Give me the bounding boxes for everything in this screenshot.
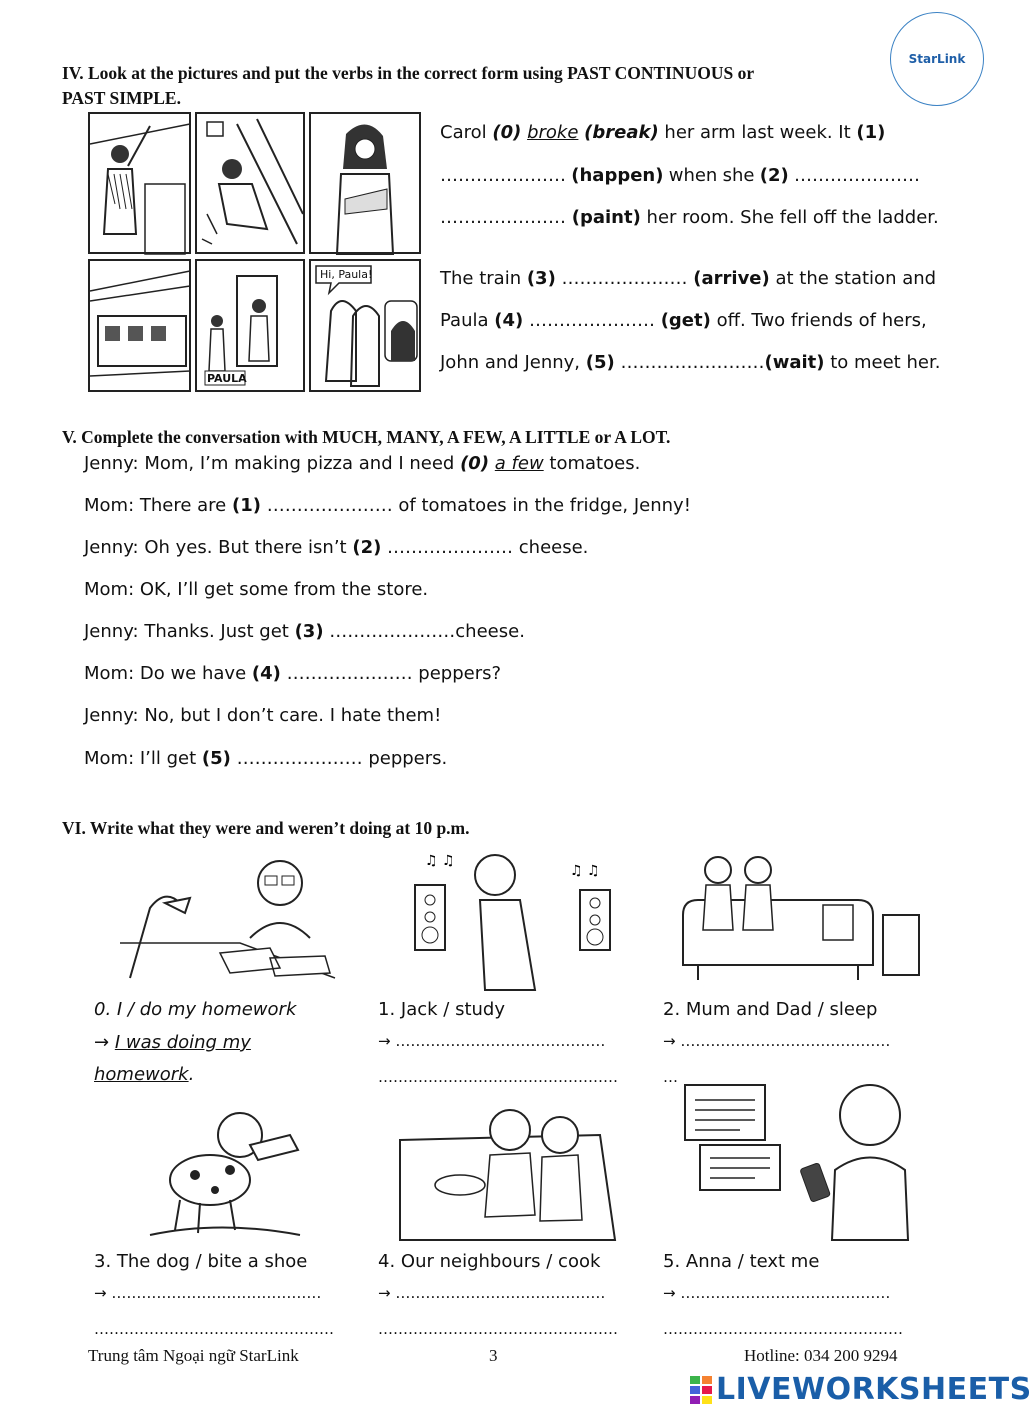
footer-page-number: 3 <box>489 1346 498 1365</box>
illustration-homework <box>120 848 340 988</box>
blank-v5[interactable]: ………………… peppers. <box>230 748 448 769</box>
comic-panel-sling <box>309 112 421 254</box>
blank-v3[interactable]: …………………cheese. <box>323 621 525 642</box>
comic-panel-falling <box>195 112 305 254</box>
illustration-sofa <box>678 850 920 985</box>
comic-panel-painting <box>88 112 191 254</box>
blank-2a[interactable]: ………………… <box>793 165 920 186</box>
illustration-texting <box>680 1070 920 1240</box>
paula-bag-label: PAULA <box>207 372 247 385</box>
item-5-answer-line1[interactable]: → …………………………………… <box>663 1284 891 1302</box>
item-3-answer-line1[interactable]: → …………………………………… <box>94 1284 322 1302</box>
blank-1[interactable]: ………………… <box>440 165 566 186</box>
comic-panel-friends <box>309 259 421 392</box>
blank-5[interactable]: …………………… <box>614 352 765 373</box>
blank-v2[interactable]: ………………… cheese. <box>381 537 589 558</box>
item-0-answer-line2: homework. <box>94 1064 195 1085</box>
item-2-answer-line1[interactable]: → …………………………………… <box>663 1032 891 1050</box>
dialogue-line-3: Mom: OK, I’ll get some from the store. <box>84 579 429 600</box>
item-1-answer-line2[interactable]: ………………………………………… <box>378 1068 618 1086</box>
p1-line3: ………………… (paint) her room. She fell off the ladder. <box>440 207 939 228</box>
item-1-prompt: 1. Jack / study <box>378 999 505 1020</box>
item-3-prompt: 3. The dog / bite a shoe <box>94 1251 308 1272</box>
item-1-answer-line1[interactable]: → …………………………………… <box>378 1032 606 1050</box>
blank-v1[interactable]: ………………… of tomatoes in the fridge, Jenny! <box>260 495 691 516</box>
illustration-cooking <box>400 1095 615 1240</box>
svg-text:♫ ♫: ♫ ♫ <box>425 853 455 869</box>
p1-line1: Carol (0) broke (break) her arm last week. It (1) <box>440 122 886 143</box>
item-0-prompt: 0. I / do my homework <box>94 999 297 1020</box>
example-answer-a-few: a few <box>494 453 544 474</box>
illustration-dog <box>140 1095 305 1240</box>
item-4-answer-line2[interactable]: ………………………………………… <box>378 1320 618 1338</box>
example-answer-broke: broke <box>527 122 579 143</box>
logo-text: StarLink <box>908 52 966 66</box>
dialogue-line-4: Jenny: Thanks. Just get (3) …………………cheese. <box>84 621 525 642</box>
section6-heading: VI. Write what they were and weren’t doing at 10 p.m. <box>62 818 470 838</box>
p2-line1: The train (3) ………………… (arrive) at the station and <box>440 268 937 289</box>
starlink-logo <box>890 12 984 106</box>
dialogue-line-6: Jenny: No, but I don’t care. I hate them! <box>84 705 442 726</box>
svg-text:♫ ♫: ♫ ♫ <box>570 863 600 879</box>
liveworksheets-watermark <box>690 1372 1032 1407</box>
section5-heading: V. Complete the conversation with MUCH, MANY, A FEW, A LITTLE or A LOT. <box>62 427 671 447</box>
dialogue-line-5: Mom: Do we have (4) ………………… peppers? <box>84 663 502 684</box>
section4-heading-line2: PAST SIMPLE. <box>62 88 181 108</box>
blank-v4[interactable]: ………………… peppers? <box>280 663 502 684</box>
item-4-answer-line1[interactable]: → …………………………………… <box>378 1284 606 1302</box>
illustration-music <box>410 845 620 990</box>
dialogue-line-0: Jenny: Mom, I’m making pizza and I need (0) a few tomatoes. <box>84 453 641 474</box>
section4-heading-line1: IV. Look at the pictures and put the verbs in the correct form using PAST CONTINUOUS or <box>62 63 755 83</box>
blank-4[interactable]: ………………… <box>523 310 661 331</box>
comic-panel-paula <box>195 259 305 392</box>
p1-line2: ………………… (happen) when she (2) ………………… <box>440 165 920 186</box>
blank-3[interactable]: ………………… <box>555 268 694 289</box>
item-0-answer-line1: → I was doing my <box>94 1032 251 1053</box>
item-2-answer-line2[interactable]: … <box>663 1068 678 1086</box>
p2-line3: John and Jenny, (5) ……………………(wait) to meet her. <box>440 352 941 373</box>
speech-bubble-text: Hi, Paula! <box>320 268 373 281</box>
p2-line2: Paula (4) ………………… (get) off. Two friends of hers, <box>440 310 927 331</box>
watermark-text: LIVEWORKSHEETS <box>716 1372 1032 1407</box>
liveworksheets-icon <box>690 1376 712 1404</box>
item-4-prompt: 4. Our neighbours / cook <box>378 1251 601 1272</box>
footer-center-name: Trung tâm Ngoại ngữ StarLink <box>88 1346 299 1365</box>
item-3-answer-line2[interactable]: ………………………………………… <box>94 1320 334 1338</box>
footer-hotline: Hotline: 034 200 9294 <box>744 1346 898 1365</box>
dialogue-line-1: Mom: There are (1) ………………… of tomatoes in the fridge, Jenny! <box>84 495 691 516</box>
blank-2b[interactable]: ………………… <box>440 207 572 228</box>
dialogue-line-2: Jenny: Oh yes. But there isn’t (2) ………………… cheese. <box>84 537 589 558</box>
item-2-prompt: 2. Mum and Dad / sleep <box>663 999 878 1020</box>
item-5-prompt: 5. Anna / text me <box>663 1251 820 1272</box>
item-5-answer-line2[interactable]: ………………………………………… <box>663 1320 903 1338</box>
comic-panel-train <box>88 259 191 392</box>
dialogue-line-7: Mom: I’ll get (5) ………………… peppers. <box>84 748 448 769</box>
